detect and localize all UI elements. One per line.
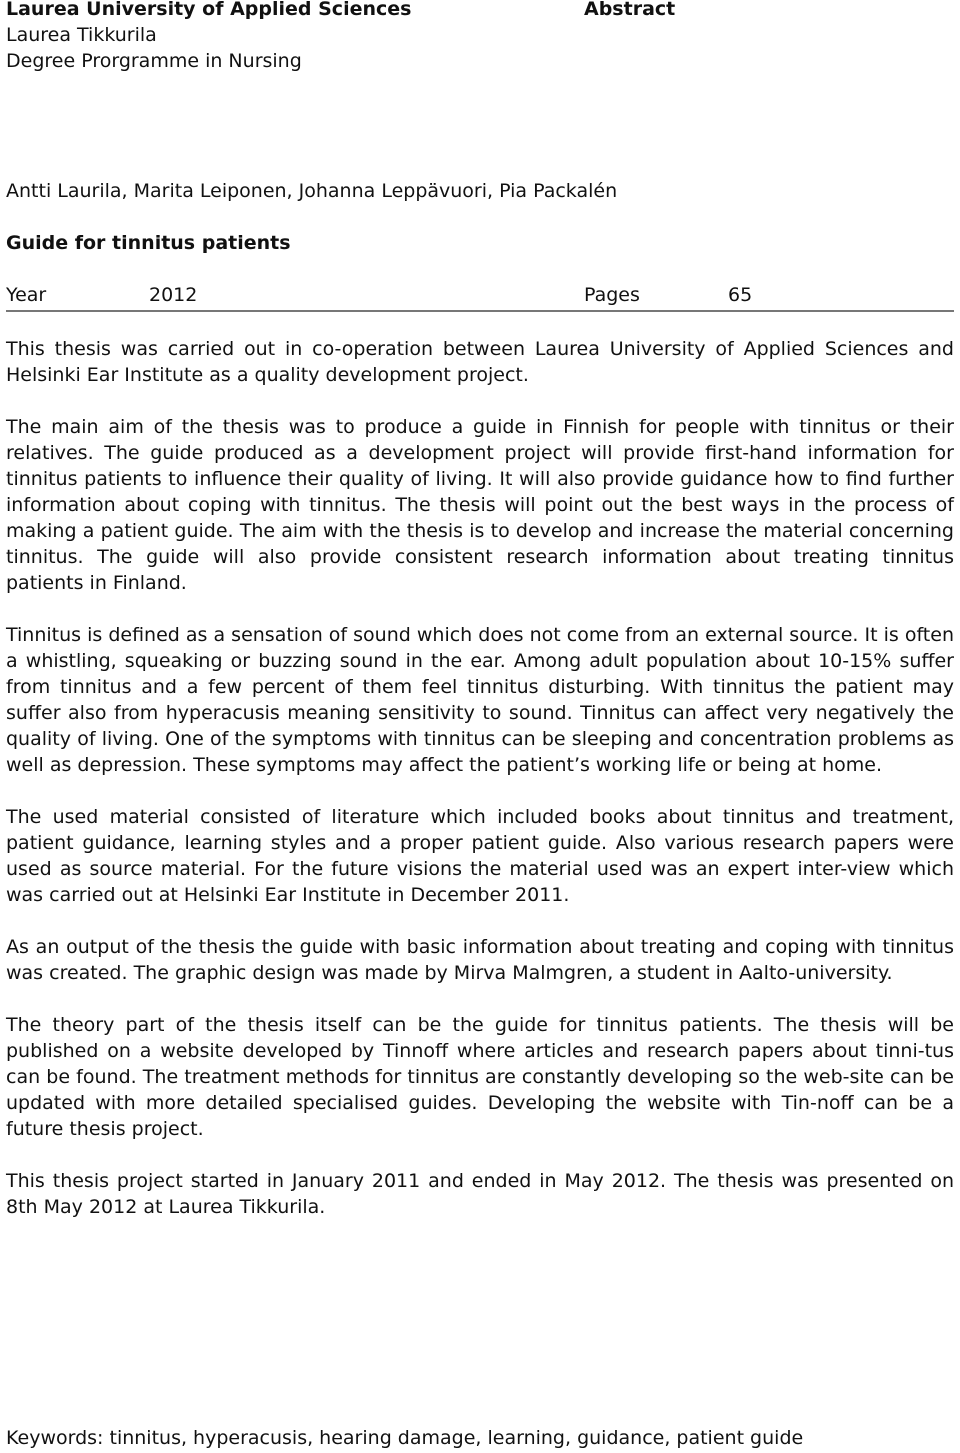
paragraph: The theory part of the thesis itself can be the guide for tinnitus patients. The thesis will be published on a website developed by Tinnoff where articles and research papers about tinni-tus can be found. The treatment methods for tinnitus are constantly developing so the web-site can be updated with more detailed specialised guides. Developing the website with Tin-noff can be a future thesis project. (6, 1014, 954, 1140)
paragraph: The main aim of the thesis was to produce a guide in Finnish for people with tinnitus or their relatives. The guide produced as a development project will provide first-hand information for tinnitus patients to influence their quality of living. It will also provide guidance how to find further information about coping with tinnitus. The thesis will point out the best ways in the process of making a patient guide. The aim with the thesis is to develop and increase the material concerning tinnitus. The guide will also provide consistent research information about treating tinnitus patients in Finland. (6, 416, 954, 594)
paragraph: As an output of the thesis the guide with basic information about treating and coping with tinnitus was created. The graphic design was made by Mirva Malmgren, a student in Aalto-university. (6, 936, 954, 984)
paragraph: The used material consisted of literature which included books about tinnitus and treatment, patient guidance, learning styles and a proper patient guide. Also various research papers were used as source material. For the future visions the material used was an expert inter-view which was carried out at Helsinki Ear Institute in December 2011. (6, 806, 954, 906)
section-title: Abstract (584, 0, 676, 20)
pages-label: Pages (584, 284, 640, 306)
year-label: Year (6, 284, 47, 306)
year-value: 2012 (149, 284, 198, 306)
programme-name: Degree Prorgramme in Nursing (6, 50, 302, 72)
university-name: Laurea University of Applied Sciences (6, 0, 412, 20)
abstract-page (6, 0, 954, 1453)
campus-name: Laurea Tikkurila (6, 24, 157, 46)
paragraph: Tinnitus is defined as a sensation of sound which does not come from an external source. It is often a whistling, squeaking or buzzing sound in the ear. Among adult population about 10-15% suffer from tinnitus and a few percent of them feel tinnitus disturbing. With tinnitus the patient may suffer also from hyperacusis meaning sensitivity to sound. Tinnitus can affect very negatively the quality of living. One of the symptoms with tinnitus can be sleeping and concentration problems as well as depression. These symptoms may affect the patient’s working life or being at home. (6, 624, 954, 776)
authors: Antti Laurila, Marita Leiponen, Johanna Leppävuori, Pia Packalén (6, 180, 618, 202)
header-left (6, 0, 566, 74)
keywords: Keywords: tinnitus, hyperacusis, hearing damage, learning, guidance, patient guide (6, 1427, 804, 1449)
paragraph: This thesis was carried out in co-operation between Laurea University of Applied Sciences and Helsinki Ear Institute as a quality development project. (6, 338, 954, 386)
paragraph: This thesis project started in January 2011 and ended in May 2012. The thesis was presented on 8th May 2012 at Laurea Tikkurila. (6, 1170, 954, 1218)
meta-row (6, 282, 954, 312)
thesis-title: Guide for tinnitus patients (6, 232, 291, 254)
abstract-body (6, 336, 954, 1246)
pages-value: 65 (728, 284, 753, 306)
